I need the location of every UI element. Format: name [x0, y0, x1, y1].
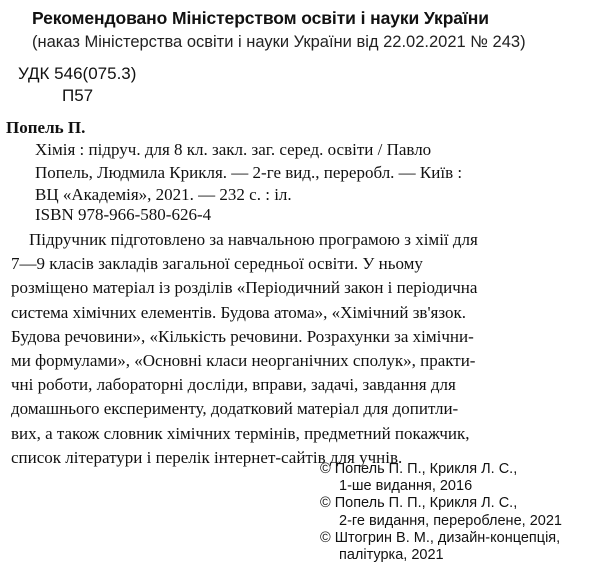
copyright-block — [320, 461, 562, 564]
biblio-line: Хімія : підруч. для 8 кл. закл. заг. серед. освіти / Павло — [35, 140, 432, 159]
copyright-line: © Попель П. П., Крикля Л. С., — [320, 495, 518, 512]
copyright-line: © Попель П. П., Крикля Л. С., — [320, 461, 518, 477]
annotation-line: ми формулами», «Основні класи неорганічних сполук», практи- — [11, 351, 476, 371]
bibliographic-description — [35, 139, 593, 207]
annotation-line: список літератури і перелік інтернет-сайтів для учнів. — [11, 447, 403, 467]
author-heading: Попель П. — [6, 118, 86, 137]
author-mark: П57 — [62, 86, 94, 105]
copyright-line: 1-ше видання, 2016 — [339, 478, 473, 495]
annotation-line: Підручник підготовлено за навчальною програмою з хімії для — [29, 230, 478, 249]
annotation-line: система хімічних елементів. Будова атома», «Хімічний зв'язок. — [11, 302, 466, 322]
annotation — [11, 228, 593, 470]
annotation-line: домашнього експерименту, додатковий матеріал для допитли- — [11, 399, 459, 419]
approval-title: Рекомендовано Міністерством освіти і науки України — [32, 8, 489, 28]
annotation-line: Будова речовини», «Кількість речовини. Розрахунки за хімічни- — [11, 326, 474, 346]
udk-code: УДК 546(075.3) — [18, 64, 137, 83]
copyright-line: 2-ге видання, перероблене, 2021 — [339, 512, 562, 529]
isbn: ISBN 978-966-580-626-4 — [35, 205, 212, 224]
copyright-line: палітурка, 2021 — [339, 547, 444, 564]
copyright-line: © Штогрин В. М., дизайн-концепція, — [320, 529, 561, 546]
biblio-line: Попель, Людмила Крикля. — 2-ге вид., переробл. — Київ : — [35, 162, 463, 182]
annotation-line: чні роботи, лабораторні досліди, вправи, задачі, завдання для — [11, 375, 456, 395]
annotation-line: 7—9 класів закладів загальної середньої освіти. У ньому — [11, 254, 423, 274]
annotation-line: розміщено матеріал із розділів «Періодичний закон і періодична — [11, 278, 478, 298]
biblio-line: ВЦ «Академія», 2021. — 232 с. : іл. — [35, 185, 292, 204]
approval-order: (наказ Міністерства освіти і науки України від 22.02.2021 № 243) — [32, 33, 526, 51]
annotation-line: вих, а також словник хімічних термінів, предметний покажчик, — [11, 423, 470, 443]
